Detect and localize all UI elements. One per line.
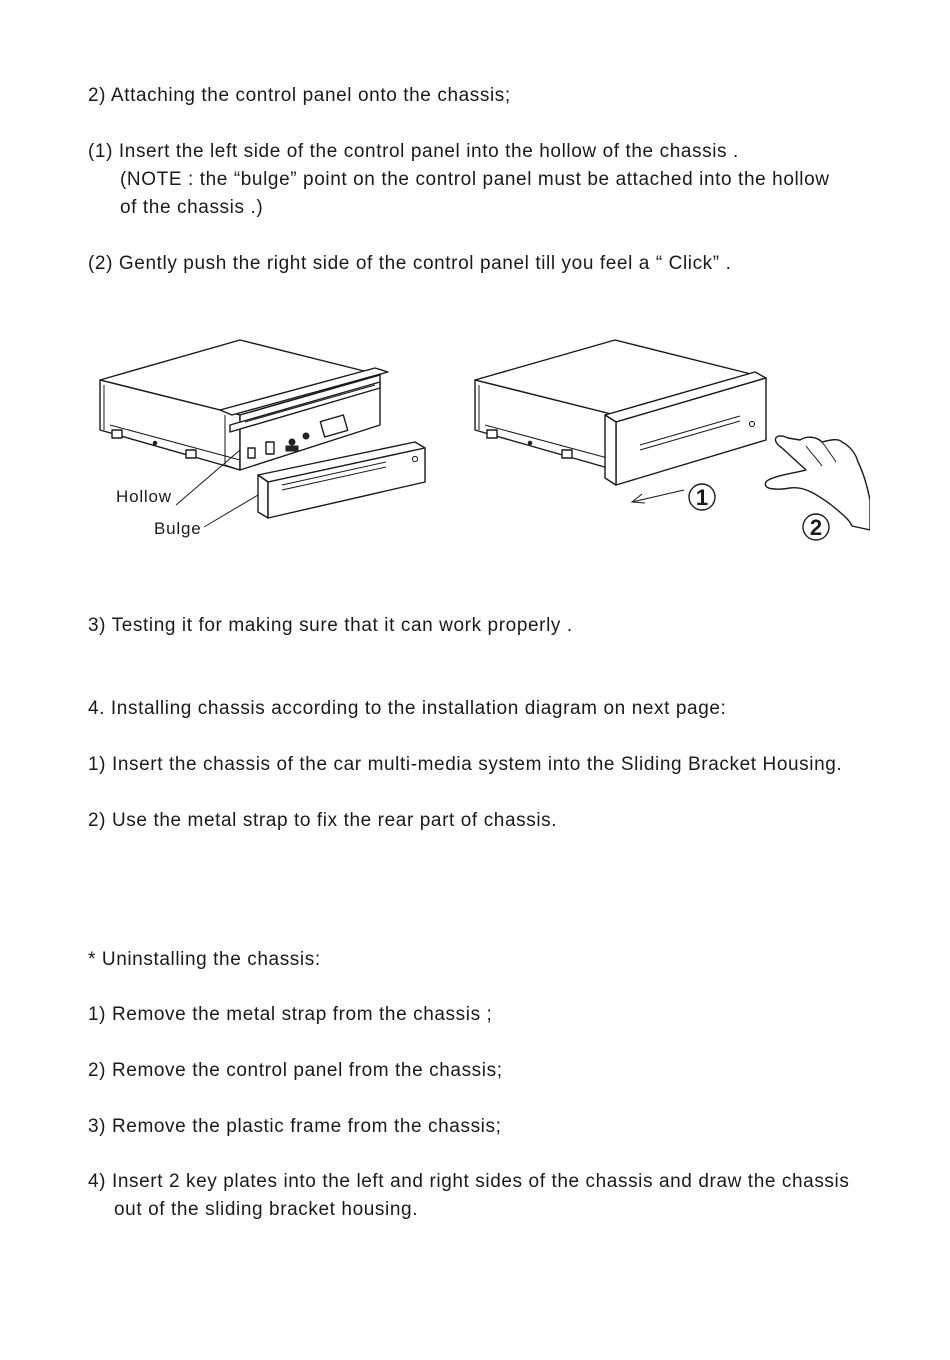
section-2-heading: 2) Attaching the control panel onto the chassis; [88,85,511,106]
marker-2: 2 [809,515,823,540]
section-4-step-1: 1) Insert the chassis of the car multi-media system into the Sliding Bracket Housing. [88,754,843,775]
section-2-note-line-1: (NOTE : the “bulge” point on the control panel must be attached into the hollow [120,169,830,190]
section-3-heading: 3) Testing it for making sure that it can work properly . [88,615,573,636]
section-2-step-2: (2) Gently push the right side of the control panel till you feel a “ Click” . [88,253,732,274]
section-2-step-1: (1) Insert the left side of the control panel into the hollow of the chassis . [88,141,739,162]
uninstall-step-4-line-2: out of the sliding bracket housing. [114,1199,419,1220]
uninstall-step-3: 3) Remove the plastic frame from the chassis; [88,1116,502,1137]
section-2-note-line-2: of the chassis .) [120,197,264,218]
section-4-heading: 4. Installing chassis according to the installation diagram on next page: [88,698,727,719]
label-hollow: Hollow [116,487,172,506]
uninstall-step-4-line-1: 4) Insert 2 key plates into the left and right sides of the chassis and draw the chassis [88,1171,850,1192]
uninstall-step-2: 2) Remove the control panel from the chassis; [88,1060,503,1081]
marker-1: 1 [695,485,709,510]
uninstall-step-1: 1) Remove the metal strap from the chassis ; [88,1004,493,1025]
figure-panel-push [470,330,870,560]
figure-panel-detached [90,330,450,550]
uninstall-heading: * Uninstalling the chassis: [88,949,321,970]
section-4-step-2: 2) Use the metal strap to fix the rear part of chassis. [88,810,558,831]
label-bulge: Bulge [154,519,202,538]
